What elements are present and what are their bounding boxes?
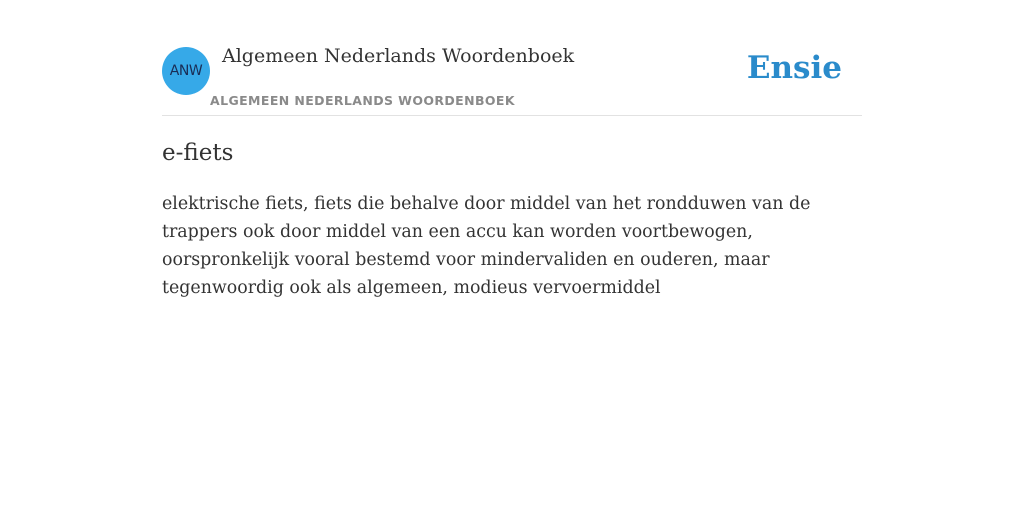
- entry-definition: elektrische fiets, fiets die behalve door middel van het rondduwen van de trappers ook door middel van een accu kan worden voortbewogen, oorspronkelijk vooral bestemd voor mindervaliden en ouderen, maar tegenwoordig ook als algemeen, modieus vervoermiddel: [162, 194, 811, 298]
- dictionary-subtitle: ALGEMEEN NEDERLANDS WOORDENBOEK: [210, 93, 515, 108]
- ensie-brand-logo[interactable]: Ensie: [746, 50, 842, 86]
- anw-logo[interactable]: ANW: [162, 47, 210, 95]
- entry-headword: e-fiets: [162, 140, 234, 166]
- header: [162, 0, 862, 116]
- dictionary-title[interactable]: Algemeen Nederlands Woordenboek: [222, 45, 575, 67]
- page-container: [162, 0, 862, 302]
